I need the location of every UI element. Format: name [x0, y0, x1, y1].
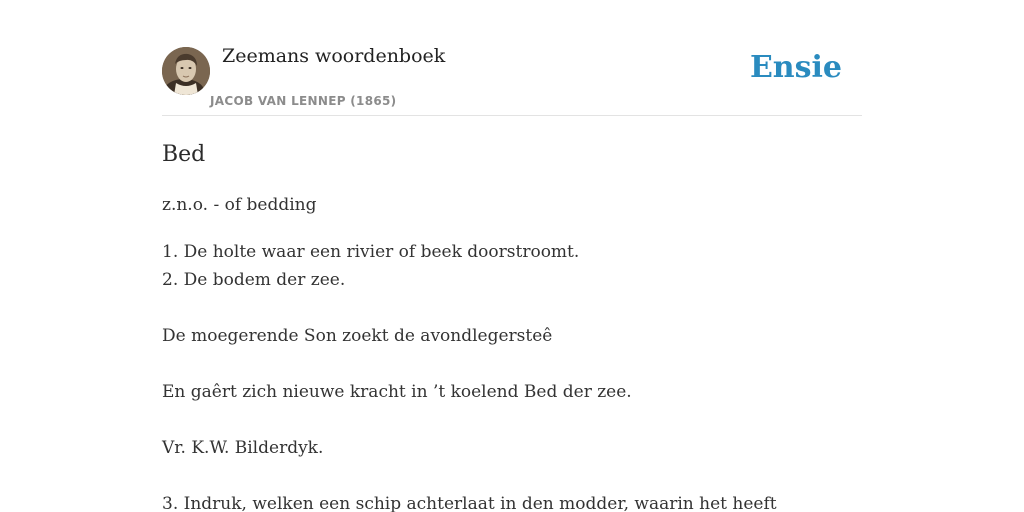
dictionary-header: [162, 0, 862, 116]
definition-blank-line: [162, 294, 862, 322]
grammar-note: z.n.o. - of bedding: [162, 195, 317, 215]
author-portrait-icon: [162, 47, 210, 95]
quote-line: De moegerende Son zoekt de avondlegersteê: [162, 326, 553, 346]
author-avatar[interactable]: [162, 47, 210, 95]
book-title[interactable]: Zeemans woordenboek: [222, 45, 446, 67]
definition-line: 2. De bodem der zee.: [162, 270, 346, 290]
quote-attribution: Vr. K.W. Bilderdyk.: [162, 438, 324, 458]
entry-content: [162, 140, 862, 512]
definition-body: [162, 238, 862, 512]
definition-line: 3. Indruk, welken een schip achterlaat in den modder, waarin het heeft: [162, 494, 777, 512]
definition-blank-line: [162, 462, 862, 490]
definition-blank-line: [162, 350, 862, 378]
definition-blank-line: [162, 406, 862, 434]
entry-title: Bed: [162, 142, 206, 167]
author-name[interactable]: JACOB VAN LENNEP (1865): [210, 94, 397, 108]
quote-line: En gaêrt zich nieuwe kracht in ’t koelend Bed der zee.: [162, 382, 632, 402]
ensie-logo[interactable]: Ensie: [749, 50, 842, 85]
definition-line: 1. De holte waar een rivier of beek doorstroomt.: [162, 242, 580, 262]
